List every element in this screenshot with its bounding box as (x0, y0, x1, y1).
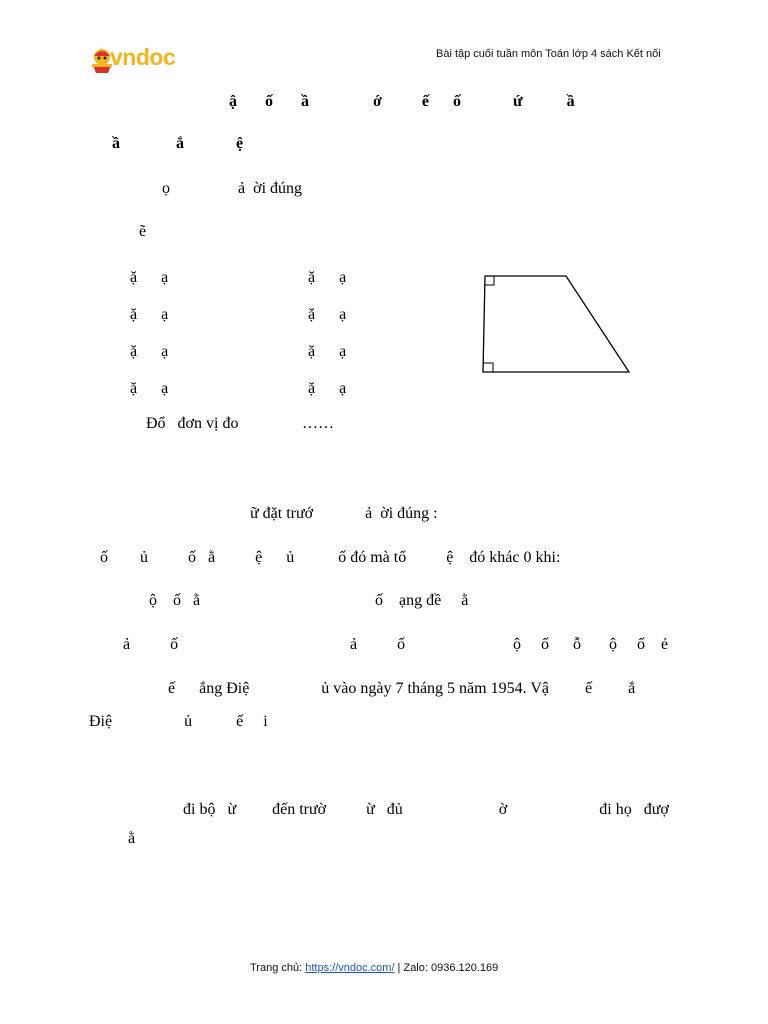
choice-c: ặ ạ (130, 306, 169, 323)
footer-link[interactable]: https://vndoc.com/ (305, 962, 395, 974)
instruction-line: ọ ả ời đúng (162, 180, 303, 197)
header-title: Bài tập cuối tuần môn Toán lớp 4 sách Kết nối (436, 48, 661, 60)
right-trapezoid-figure (478, 270, 634, 378)
option-3: ả ố (123, 636, 179, 653)
choice-g: ặ ạ (130, 380, 169, 397)
choice-h: ặ ạ (308, 380, 347, 397)
conversion-dots: …… (302, 415, 334, 432)
choice-d: ặ ạ (308, 306, 347, 323)
conversion-line: Đổ đơn vị đo (146, 415, 239, 432)
logo-text: vndoc (110, 44, 176, 70)
question-text-1: ế ắng Điệ ủ vào ngày 7 tháng 5 năm 1954. Vậ ế ắ (168, 680, 636, 697)
option-5: ộ ố ỗ ộ ố ẻ (513, 636, 669, 653)
heading-line: ậ ố ầ ớ ế ố ứ ầ (229, 93, 575, 110)
question-stem: ố ủ ố ằ ệ ủ ố đó mà tổ ệ đó khác 0 khi: (100, 549, 561, 566)
question-text-3: đi bộ ừ đến trườ ừ đủ ờ đi họ đượ (183, 801, 669, 818)
option-4: ả ố (350, 636, 406, 653)
option-2: ố ạng đề ằ (375, 592, 469, 609)
choice-f: ặ ạ (308, 343, 347, 360)
footer (250, 962, 498, 974)
option-1: ộ ố ằ (149, 592, 201, 609)
section-title: ầ ắ ệ (112, 135, 244, 152)
choice-a: ặ ạ (130, 269, 169, 286)
footer-suffix: | Zalo: 0936.120.169 (394, 962, 499, 974)
question-line: ẽ (139, 223, 147, 240)
section-instruction: ữ đặt trướ ả ời đúng : (250, 505, 438, 522)
question-text-4: ằ (128, 830, 136, 847)
vndoc-logo (90, 44, 194, 78)
question-text-2: Điệ ủ ế i (89, 713, 268, 730)
choice-e: ặ ạ (130, 343, 169, 360)
choice-b: ặ ạ (308, 269, 347, 286)
footer-prefix: Trang chủ: (250, 962, 306, 974)
